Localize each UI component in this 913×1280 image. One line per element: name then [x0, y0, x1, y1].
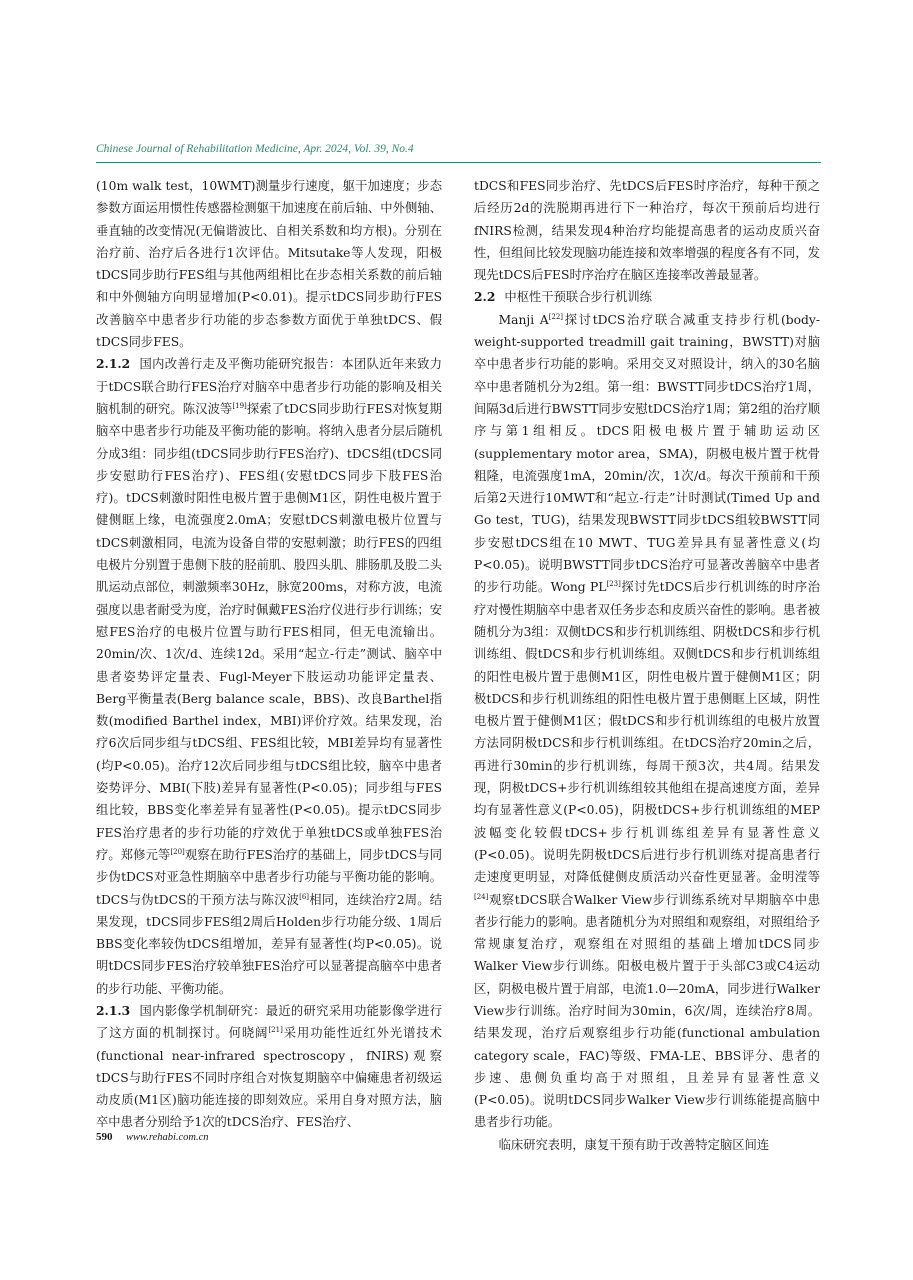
- section-number: 2.1.3: [96, 1002, 131, 1018]
- paragraph: tDCS和FES同步治疗、先tDCS后FES时序治疗，每种干预之后经历2d的洗脱期再进行下一种治疗，每次干预前后均进行fNIRS检测，结果发现4种治疗均能提高患者的运动皮质兴奋性，但组间比较发现脑功能连接和效率增强的程度各有不同，发现先tDCS后FES时序治疗在脑区连接率改善最显著。: [474, 179, 820, 283]
- citation: [22]: [548, 312, 564, 321]
- paragraph: 临床研究表明，康复干预有助于改善特定脑区间连: [498, 1137, 770, 1152]
- section-2-1-2: 2.1.2 国内改善行走及平衡功能研究报告：本团队近年来致力于tDCS联合助行FES治疗对脑卒中患者步行功能的影响及相关脑机制的研究。陈汉波等[19]探索了tDCS同步助行FES对恢复期脑卒中患者步行功能及平衡功能的影响。将纳入患者分层后随机分成3组：同步组(tDCS同步助行FES治疗)、tDCS组(tDCS同步安慰助行FES治疗)、FES组(安慰tDCS同步下肢FES治疗)。tDCS刺激时阳性电极片置于患侧M1区，阴性电极片置于健侧眶上缘，电流强度2.0mA；安慰tDCS刺激电极片位置与tDCS刺激相同，电流为设备自带的安慰刺激；助行FES的四组电极片分别置于患侧下肢的胫前肌、股四头肌、腓肠肌及股二头肌运动点部位，刺激频率30Hz，脉宽200ms，对称方波，电流强度以患者耐受为度，治疗时佩戴FES治疗仪进行步行训练；安慰FES治疗的电极片位置与助行FES相同，但无电流输出。20min/次、1次/d、连续12d。采用“起立-行走”测试、脑卒中患者姿势评定量表、Fugl-Meyer下肢运动功能评定量表、Berg平衡量表(Berg balance scale，BBS)、改良Barthel指数(modified Barthel index，MBI)评价疗效。结果发现，治疗6次后同步组与tDCS组、FES组比较，MBI差异均有显著性(均P<0.05)。治疗12次后同步组与tDCS组比较，脑卒中患者姿势评分、MBI(下肢)差异有显著性(P<0.05)；同步组与FES组比较，BBS变化率差异有显著性(P<0.05)。提示tDCS同步FES治疗患者的步行功能的疗效优于单独tDCS或单独FES治疗。郑修元等[20]观察在助行FES治疗的基础上，同步tDCS与同步伪tDCS对亚急性期脑卒中患者步行功能与平衡功能的影响。tDCS与伪tDCS的干预方法与陈汉波[6]相同，连续治疗2周。结果发现，tDCS同步FES组2周后Holden步行功能分级、1周后BBS变化率较伪tDCS组增加，差异有显著性(均P<0.05)。说明tDCS同步FES治疗较单独FES治疗可以显著提高脑卒中患者的步行功能、平衡功能。: [96, 356, 442, 996]
- right-column: [474, 175, 820, 1156]
- journal-name: Chinese Journal of Rehabilitation Medicine,: [96, 143, 301, 155]
- citation: [24]: [474, 892, 489, 901]
- footer-url: www.rehabi.com.cn: [126, 1132, 209, 1143]
- page-footer: [96, 1130, 209, 1143]
- citation: [21]: [268, 1026, 283, 1035]
- section-number: 2.2: [474, 289, 496, 305]
- section-2-1-3: 2.1.3 国内影像学机制研究：最近的研究采用功能影像学进行了这方面的机制探讨。何晓阔[21]采用功能性近红外光谱技术(functional near-infrared spectroscopy，fNIRS)观察tDCS与助行FES不同时序组合对恢复期脑卒中偏瘫患者初级运动皮质(M1区)脑功能连接的即刻效应。采用自身对照方法，脑卒中患者分别给予1次的tDCS治疗、FES治疗、: [96, 1002, 442, 1130]
- citation: [20]: [170, 847, 185, 856]
- running-header: [96, 143, 414, 155]
- paragraph: Manji A[22]探讨tDCS治疗联合减重支持步行机(body-weight-supported treadmill gait training，BWSTT)对脑卒中患者步行功能的影响。采用交叉对照设计，纳入的30名脑卒中患者随机分为2组。第一组：BWSTT同步tDCS治疗1周，间隔3d后进行BWSTT同步安慰tDCS治疗1周；第2组的治疗顺序与第1组相反。tDCS阳极电极片置于辅助运动区(supplementary motor area，SMA)，阴极电极片置于枕骨粗隆，电流强度1mA，20min/次，1次/d。每次干预前和干预后第2天进行10MWT和“起立-行走”计时测试(Timed Up and Go test，TUG)，结果发现BWSTT同步tDCS组较BWSTT同步安慰tDCS组在10 MWT、TUG差异具有显著性意义(均P<0.05)。说明BWSTT同步tDCS治疗可显著改善脑卒中患者的步行功能。Wong PL[23]探讨先tDCS后步行机训练的时序治疗对慢性期脑卒中患者双任务步态和皮质兴奋性的影响。患者被随机分为3组：双侧tDCS和步行机训练组、阴极tDCS和步行机训练组、假tDCS和步行机训练组。双侧tDCS和步行机训练组的阳性电极片置于患侧M1区，阴性电极片置于健侧M1区；阴极tDCS和步行机训练组的阳性电极片置于患侧眶上区域，阴性电极片置于健侧M1区；假tDCS和步行机训练组的电极片放置方法同阴极tDCS和步行机训练组。在tDCS治疗20min之后，再进行30min的步行机训练，每周干预3次，共4周。结果发现，阴极tDCS+步行机训练组较其他组在提高速度方面，差异均有显著性意义(P<0.05)，阴极tDCS+步行机训练组的MEP波幅变化较假tDCS+步行机训练组差异有显著性意义(P<0.05)。说明先阴极tDCS后进行步行机训练对提高患者行走速度更明显，对降低健侧皮质活动兴奋性更显著。金明滢等[24]观察tDCS联合Walker View步行训练系统对早期脑卒中患者步行能力的影响。患者随机分为对照组和观察组，对照组给予常规康复治疗，观察组在对照组的基础上增加tDCS同步Walker View步行训练。阳极电极片置于于头部C3或C4运动区，阴极电极片置于肩部，电流1.0—20mA，同步进行Walker View步行训练。治疗时间为30min，6次/周，连续治疗8周。结果发现，治疗后观察组步行功能(functional ambulation category scale，FAC)等级、FMA-LE、BBS评分、患者的步速、患侧负重均高于对照组，且差异有显著性意义(P<0.05)。说明tDCS同步Walker View步行训练能提高脑中患者步行功能。: [474, 312, 820, 1130]
- left-column: [96, 175, 442, 1134]
- citation: [23]: [606, 580, 621, 589]
- page-number: 590: [96, 1131, 113, 1143]
- header-divider: [96, 162, 821, 163]
- citation: [6]: [299, 892, 310, 901]
- journal-issue: Apr. 2024, Vol. 39, No.4: [303, 143, 414, 155]
- section-2-2-heading: [474, 286, 820, 308]
- citation: [19]: [232, 401, 247, 410]
- paragraph: (10m walk test，10WMT)测量步行速度，躯干加速度；步态参数方面运用惯性传感器检测躯干加速度在前后轴、中外侧轴、垂直轴的改变情况(无偏谐波比、自相关系数和均方根)。分别在治疗前、治疗后各进行1次评估。Mitsutake等人发现，阳极tDCS同步助行FES组与其他两组相比在步态相关系数的前后轴和中外侧轴方向明显增加(P<0.01)。提示tDCS同步助行FES改善脑卒中患者步行功能的步态参数方面优于单独tDCS、假tDCS同步FES。: [96, 179, 442, 350]
- section-number: 2.1.2: [96, 356, 131, 372]
- section-title: 中枢性干预联合步行机训练: [504, 290, 652, 305]
